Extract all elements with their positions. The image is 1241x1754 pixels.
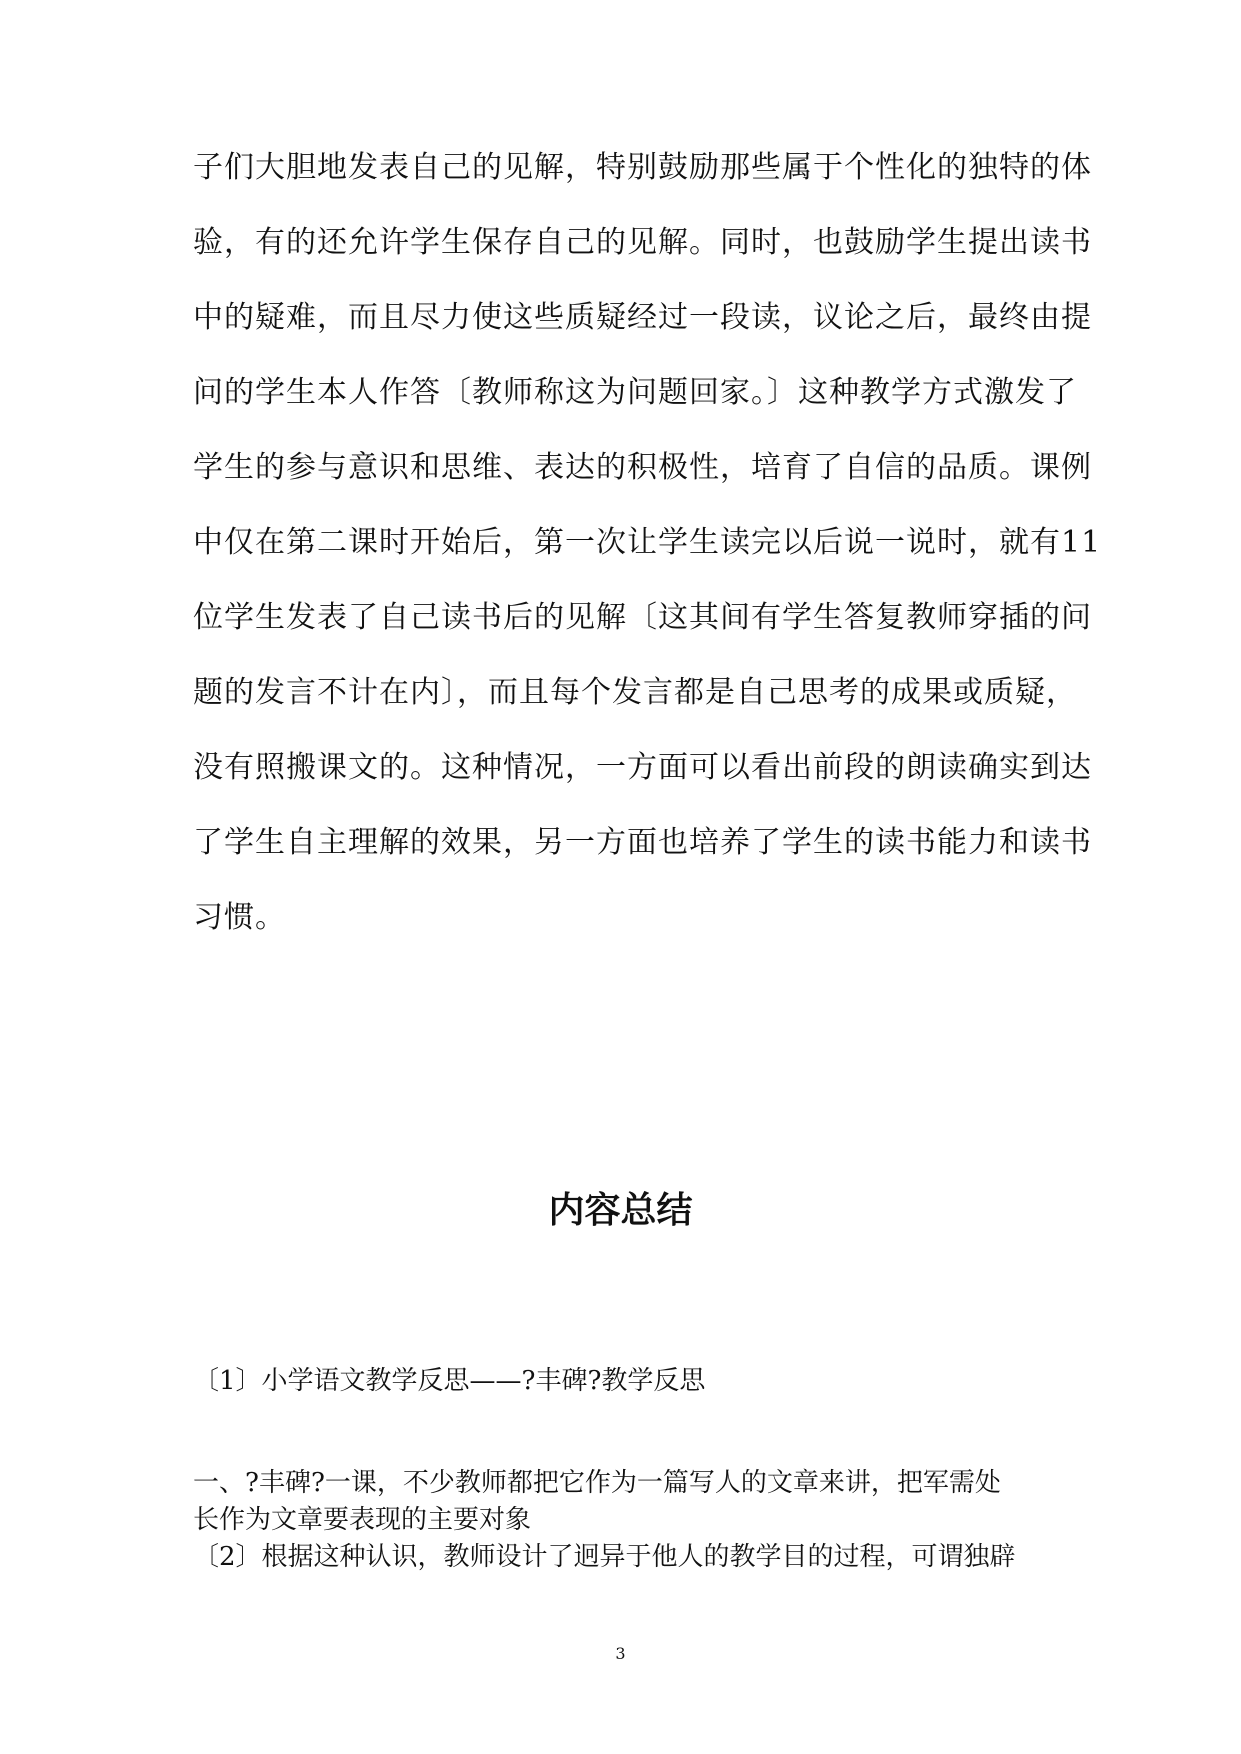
body-text-line-1: 子们大胆地发表自己的见解，特别鼓励那些属于个性化的独特的体 bbox=[193, 150, 1092, 185]
body-text-line-7: 位学生发表了自己读书后的见解〔这其间有学生答复教师穿插的问 bbox=[193, 600, 1092, 635]
summary-item-1: 〔1〕小学语文教学反思——?丰碑?教学反思 bbox=[193, 1366, 706, 1396]
body-text-line-8: 题的发言不计在内〕，而且每个发言都是自己思考的成果或质疑， bbox=[193, 675, 1077, 710]
body-text-line-9: 没有照搬课文的。这种情况，一方面可以看出前段的朗读确实到达 bbox=[193, 750, 1092, 785]
body-text-line-2: 验，有的还允许学生保存自己的见解。同时，也鼓励学生提出读书 bbox=[193, 225, 1092, 260]
page-number: 3 bbox=[615, 1644, 626, 1663]
body-text-line-3: 中的疑难，而且尽力使这些质疑经过一段读，议论之后，最终由提 bbox=[193, 300, 1092, 335]
summary-item-2-line-2: 长作为文章要表现的主要对象 bbox=[193, 1505, 532, 1535]
body-text-line-4: 问的学生本人作答〔教师称这为问题回家。〕这种教学方式激发了 bbox=[193, 375, 1077, 410]
summary-item-3: 〔2〕根据这种认识，教师设计了迥异于他人的教学目的过程，可谓独辟 bbox=[193, 1542, 1016, 1572]
body-text-line-11: 习惯。 bbox=[193, 900, 286, 935]
summary-heading: 内容总结 bbox=[548, 1190, 693, 1231]
body-text-line-10: 了学生自主理解的效果，另一方面也培养了学生的读书能力和读书 bbox=[193, 825, 1092, 860]
body-text-line-6: 中仅在第二课时开始后，第一次让学生读完以后说一说时，就有11 bbox=[193, 525, 1102, 560]
summary-item-2-line-1: 一、?丰碑?一课，不少教师都把它作为一篇写人的文章来讲，把军需处 bbox=[193, 1468, 1001, 1498]
body-text-line-5: 学生的参与意识和思维、表达的积极性，培育了自信的品质。课例 bbox=[193, 450, 1092, 485]
